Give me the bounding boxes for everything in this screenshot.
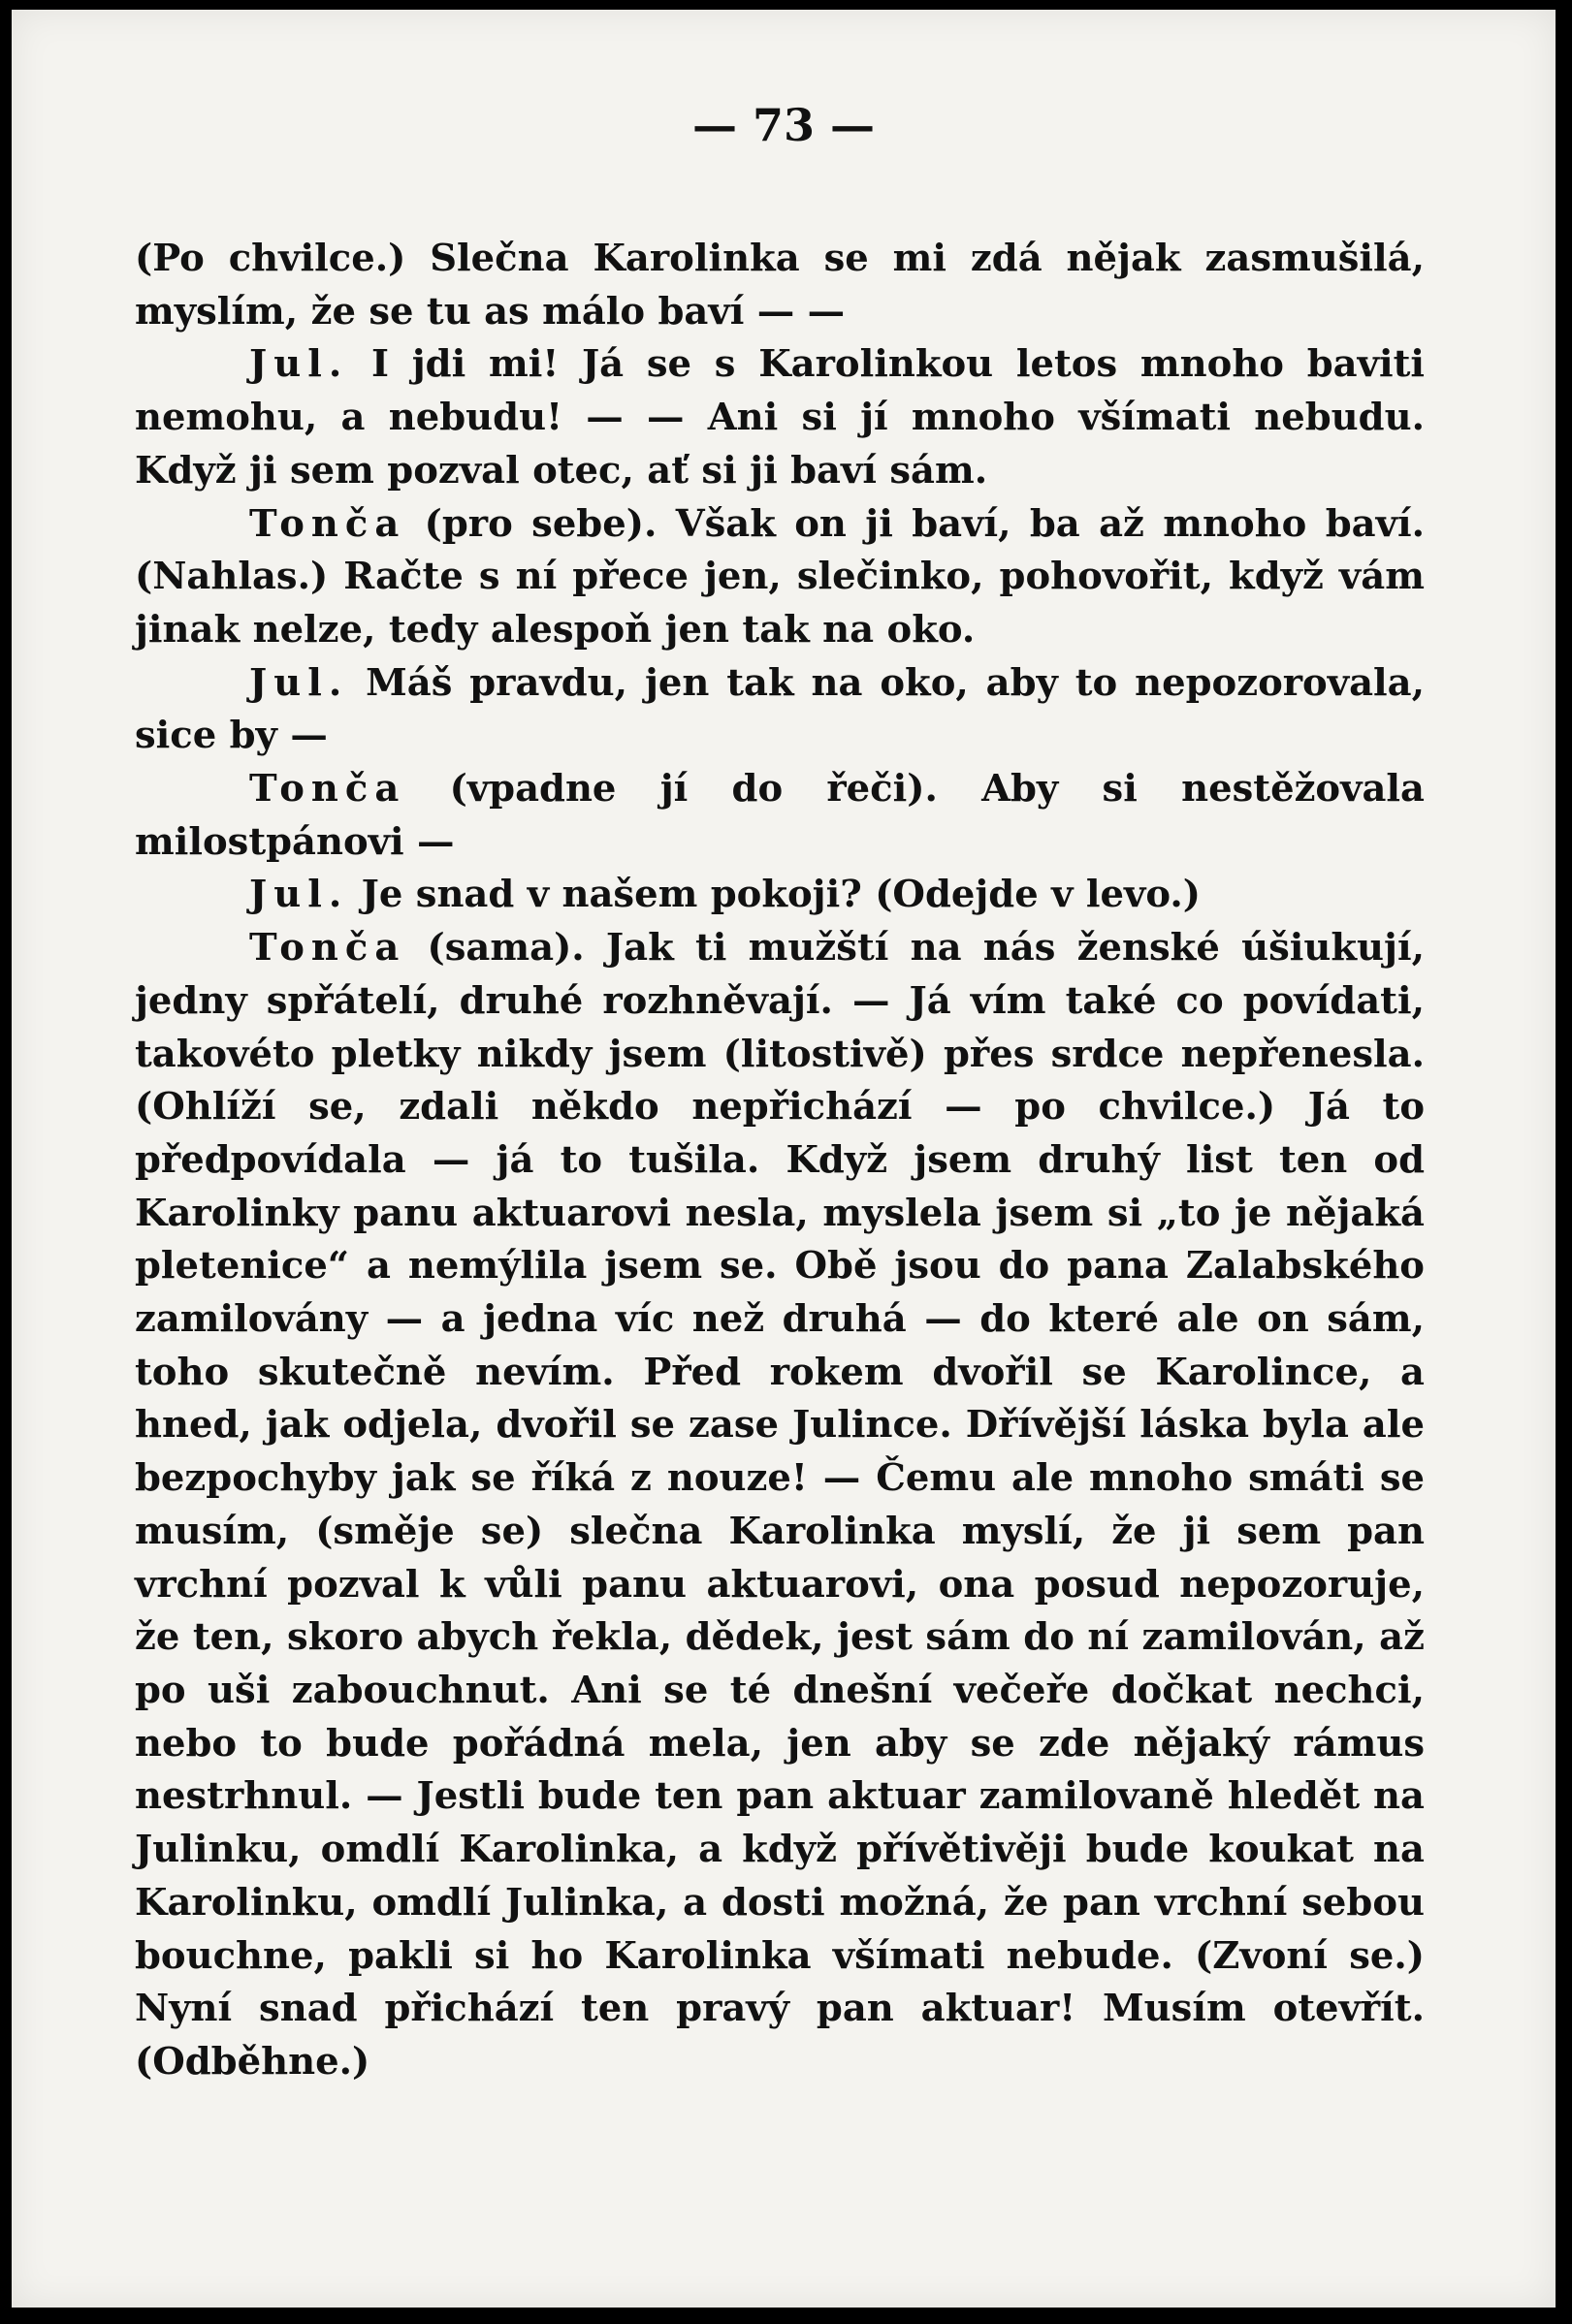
paragraph xyxy=(135,233,1425,338)
paragraph-text: (vpadne jí do řeči). Aby si nestěžovala milostpánovi — xyxy=(135,767,1425,864)
paragraph xyxy=(135,869,1425,922)
speaker-name: Tonča xyxy=(249,926,406,971)
paragraph xyxy=(135,922,1425,2088)
page-number: — 73 — xyxy=(691,99,876,151)
paragraph-text: Je snad v našem pokoji? (Odejde v levo.) xyxy=(348,873,1202,917)
paragraph xyxy=(135,763,1425,869)
speaker-name: Jul. xyxy=(249,873,349,917)
page-text xyxy=(135,233,1425,2089)
paragraph-text: I jdi mi! Já se s Karolinkou letos mnoho baviti nemohu, a nebudu! — — Ani si jí mnoho všímati nebudu. Když ji sem pozval otec, ať si ji baví sám. xyxy=(135,342,1425,493)
paragraph xyxy=(135,498,1425,657)
paragraph-text: (pro sebe). Však on ji baví, ba až mnoho baví. (Nahlas.) Račte s ní přece jen, slečinko, pohovořit, když vám jinak nelze, tedy alespoň jen tak na oko. xyxy=(135,501,1425,652)
paragraph xyxy=(135,657,1425,763)
speaker-name: Jul. xyxy=(249,660,349,705)
speaker-name: Jul. xyxy=(249,342,349,387)
paragraph-text: (Po chvilce.) Slečna Karolinka se mi zdá nějak zasmušilá, myslím, že se tu as málo baví — — xyxy=(135,237,1425,334)
paragraph-text: (sama). Jak ti mužští na nás ženské úšiukují, jedny spřátelí, druhé rozhněvají. — Já vím také co povídati, takovéto pletky nikdy jsem (litostivě) přes srdce nepřenesla. (Ohlíží se, zdali někdo nepřichází — po chvilce.) Já to předpovídala — já to tušila. Když jsem druhý list ten od Karolinky panu aktuarovi nesla, myslela jsem si „to je nějaká pletenice“ a nemýlila jsem se. Obě jsou do pana Zalabského zamilovány — a jedna víc než druhá — do které ale on sám, toho skutečně nevím. Před rokem dvořil se Karolince, a hned, jak odjela, dvořil se zase Julince. Dřívější láska byla ale bezpochyby jak se říká z nouze! — Čemu ale mnoho smáti se musím, (směje se) slečna Karolinka myslí, že ji sem pan vrchní pozval k vůli panu aktuarovi, ona posud nepozoruje, že ten, skoro abych řekla, dědek, jest sám do ní zamilován, až po uši zabouchnut. Ani se té dnešní večeře dočkat nechci, nebo to bude pořádná mela, jen aby se zde nějaký rámus nestrhnul. — Jestli bude ten pan aktuar zamilovaně hledět na Julinku, omdlí Karolinka, a když přívětivěji bude koukat na Karolinku, omdlí Julinka, a dosti možná, že pan vrchní sebou bouchne, pakli si ho Karolinka všímati nebude. (Zvoní se.) Nyní snad přichází ten pravý pan aktuar! Musím otevřít. (Odběhne.) xyxy=(135,926,1425,2084)
book-page xyxy=(12,10,1556,2308)
paragraph-text: Máš pravdu, jen tak na oko, aby to nepozorovala, sice by — xyxy=(135,660,1425,758)
speaker-name: Tonča xyxy=(249,767,406,812)
speaker-name: Tonča xyxy=(249,501,406,546)
paragraph xyxy=(135,338,1425,497)
